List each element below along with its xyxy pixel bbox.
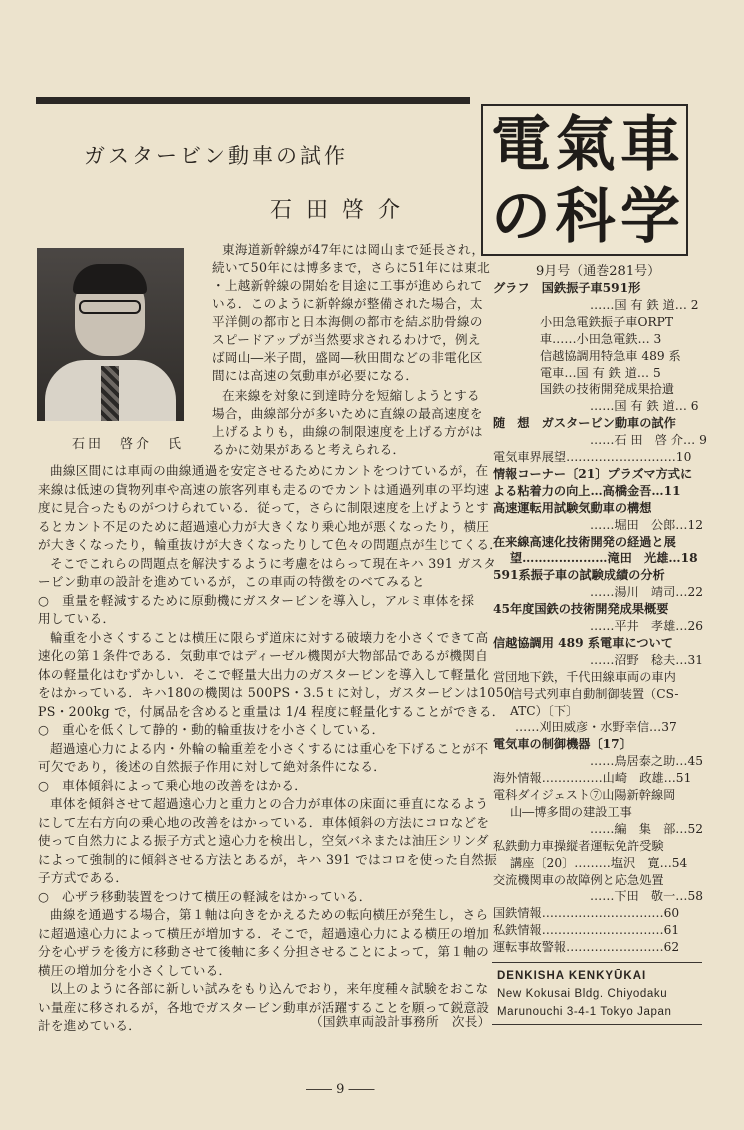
toc-entry: ……下田 敬一…58 xyxy=(590,889,704,904)
toc-issue: 9月号（通巻281号） xyxy=(536,264,661,279)
toc-entry: 山―博多間の建設工事 xyxy=(510,804,632,819)
article-line: 曲線区間には車両の曲線通過を安定させるためにカントをつけているが，在 xyxy=(50,463,489,478)
article-title: ガスタービン動車の試作 xyxy=(84,144,348,168)
toc-entry: ……平井 孝雄…26 xyxy=(590,619,704,633)
toc-entry: 情報コーナー〔21〕プラズマ方式に xyxy=(493,466,693,481)
article-line: ば岡山―米子間，盛岡―秋田間などの非電化区 xyxy=(212,350,483,365)
article-line: をはかっている．キハ180の機関は 500PS・3.5ｔに対し，ガスタービンは1050 xyxy=(38,685,513,700)
article-line: 続いて50年には博多まで，さらに51年には東北 xyxy=(212,260,490,275)
toc-entry: ……堀田 公郎…12 xyxy=(590,517,704,532)
toc-entry: 在来線高速化技術開発の経過と展 xyxy=(493,534,676,549)
toc-entry: 電車…国 有 鉄 道… 5 xyxy=(540,365,661,380)
toc-entry: 高速運転用試験気動車の構想 xyxy=(493,500,652,515)
toc-entry: 電科ダイジェスト⑦山陽新幹線岡 xyxy=(493,788,676,802)
article-line: ・上越新幹線の開始を目途に工事が進められて xyxy=(212,278,483,293)
article-line: スピードアップが当然要求されるわけで，例え xyxy=(212,332,481,347)
article-line: 度に見合ったものがつけられている．従って，さらに制限速度を上げようとす xyxy=(38,500,490,515)
toc-entry: 信越協調用 489 系電車について xyxy=(493,635,673,650)
article-line: ービン動車の設計を進めているが，この車両の特徴をのべてみると xyxy=(38,574,425,589)
toc-entry: ……湯川 靖司…22 xyxy=(590,585,704,600)
toc-entry: 随 想 ガスタービン動車の試作 xyxy=(493,416,676,431)
article-line: 来線は低速の貨物列車や高速の旅客列車も走るのでカントは通過列車の平均速 xyxy=(38,481,490,497)
toc-entry: ……石 田 啓 介… 9 xyxy=(590,433,707,448)
article-line: ○ 車体傾斜によって乗心地の改善をはかる． xyxy=(38,777,308,793)
article-author: 石田啓介 xyxy=(270,198,415,223)
publisher-address: Marunouchi 3-4-1 Tokyo Japan xyxy=(497,1006,672,1018)
toc-entry: ATC）〔下〕 xyxy=(510,703,579,718)
toc-entry: 591系振子車の試験成績の分析 xyxy=(493,568,665,583)
article-line: 子方式である． xyxy=(38,870,129,885)
toc-entry: 私鉄動力車操縦者運転免許受験 xyxy=(493,838,664,853)
toc-entry: ……国 有 鉄 道… 2 xyxy=(590,297,699,312)
publisher-address: New Kokusai Bldg. Chiyodaku xyxy=(497,988,668,1000)
toc-entry: 海外情報……………山崎 政雄…51 xyxy=(493,771,692,786)
logo-char: 氣 xyxy=(555,110,614,180)
article-line: 可欠であり，後述の自然振子作用に対して絶対条件になる． xyxy=(38,759,387,774)
article-line: い量産に移されるが，各地でガスタービン動車が活躍することを願って鋭意設 xyxy=(38,999,490,1015)
article-line: 車体を傾斜させて超過遠心力と重力との合力が車体の床面に垂直になるよう xyxy=(50,796,489,811)
logo-char: 車 xyxy=(620,110,678,180)
article-line: 超過遠心力による内・外輪の輪重差を小さくするには重心を下げることが不 xyxy=(50,740,489,756)
toc-entry: ……沼野 稔夫…31 xyxy=(590,652,704,667)
article-line: ○ 重量を軽減するために原動機にガスタービンを導入し，アルミ車体を採 xyxy=(38,592,475,608)
article-line: ○ 心ザラ移動装置をつけて横圧の軽減をはかっている． xyxy=(38,888,372,904)
toc-entry: グラフ 国鉄振子車591形 xyxy=(493,281,641,295)
toc-entry: ……国 有 鉄 道… 6 xyxy=(590,399,699,414)
article-line: るとカント不足のために超過遠心力が大きくなり乗心地が悪くなったり，横圧 xyxy=(38,518,490,534)
article-line: 計を進めている． xyxy=(38,1018,142,1033)
logo-char: 電 xyxy=(491,110,549,180)
article-line: 輪重を小さくすることは横圧に限らず道床に対する破壊力を小さくできて高 xyxy=(50,629,489,645)
toc-entry: ……鳥居泰之助…45 xyxy=(590,754,704,769)
article-line: 横圧の増加分を小さくしている． xyxy=(38,962,232,978)
toc-entry: 信越協調用特急車 489 系 xyxy=(540,348,681,363)
author-photo xyxy=(37,248,184,421)
toc-entry: 望…………………滝田 光雄…18 xyxy=(510,551,698,566)
article-line: （国鉄車両設計事務所 次長） xyxy=(310,1014,491,1029)
article-line: 以上のように各部に新しい試みをもり込んでおり，来年度種々試験をおこな xyxy=(50,981,489,996)
publisher-name: DENKISHA KENKYŪKAI xyxy=(497,970,647,982)
article-line: 体の軽量化はむずかしい．そこで軽量大出力のガスタービンを導入して軽量化 xyxy=(38,666,490,682)
article-line: 平洋側の都市と日本海側の都市を結ぶ肋骨線の xyxy=(212,314,483,329)
toc-entry: よる粘着力の向上…高橋金吾…11 xyxy=(493,483,681,498)
toc-entry: 電気車の制御機器〔17〕 xyxy=(493,737,632,752)
article-line: にして左右方向の乗心地の改善をはかっている．車体傾斜の方法にコロなどを xyxy=(38,814,490,830)
article-line: PS・200kg で，付属品を含めると重量は 1/4 程度に軽量化することができる． xyxy=(38,703,505,719)
article-line: によって強制的に傾斜させる方法とあるが，キハ 391 ではコロを使った自然振 xyxy=(38,851,498,867)
toc-entry: 営団地下鉄，千代田線車両の車内 xyxy=(493,669,676,684)
article-line: 使って自然力による振子方式と遠心力を検出し，空気バネまたは油圧シリンダ xyxy=(38,833,489,848)
article-line: 東海道新幹線が47年には岡山まで延長され， xyxy=(222,242,485,257)
toc-entry: 電気車界展望………………………10 xyxy=(493,450,692,464)
toc-entry: 講座〔20〕………塩沢 寛…54 xyxy=(510,855,688,870)
article-line: が大きくなったり，輪重抜けが大きくなったりして色々の問題点が生じてくる． xyxy=(38,537,503,552)
logo-char: の xyxy=(491,182,549,252)
toc-entry: ……編 集 部…52 xyxy=(590,821,704,836)
article-line: 在来線を対象に到達時分を短縮しようとする xyxy=(222,388,480,403)
toc-entry: 信号式列車自動制御装置（CS- xyxy=(510,686,679,701)
article-line: 上げるよりも，曲線の制限速度を上げる方がは xyxy=(212,424,483,439)
article-line: 場合，曲線部分が多いために直線の最高速度を xyxy=(212,406,483,421)
publisher-rule xyxy=(492,962,702,963)
article-line: 用している． xyxy=(38,611,116,626)
toc-entry: 私鉄情報…………………………61 xyxy=(493,923,680,938)
article-line: 分を心ザラを後方に移動させて後軸に多く分担させることによって，第１軸の xyxy=(38,944,490,959)
publisher-rule xyxy=(492,1024,702,1025)
page-number: ―― 9 ―― xyxy=(306,1082,375,1097)
photo-caption: 石田 啓介 氏 xyxy=(72,437,185,452)
header-rule xyxy=(36,97,470,104)
toc-entry: 45年度国鉄の技術開発成果概要 xyxy=(493,602,669,617)
toc-entry: 交流機関車の故障例と応急処置 xyxy=(493,872,664,887)
toc-entry: 小田急電鉄振子車ORPT xyxy=(540,314,673,329)
article-line: 速化の第１条件である．気動車ではディーゼル機関が大物部品であるが機関自 xyxy=(38,648,489,663)
article-line: るかに効果があると考えられる． xyxy=(212,442,406,457)
toc-entry: 国鉄情報…………………………60 xyxy=(493,906,680,921)
logo-char: 科 xyxy=(555,182,614,252)
magazine-logo xyxy=(481,104,688,256)
article-line: いる．このように新幹線が整備された場合，太 xyxy=(212,296,483,311)
article-line: 曲線を通過する場合，第１軸は向きをかえるための転向横圧が発生し，さら xyxy=(50,907,489,922)
logo-char: 学 xyxy=(620,182,678,252)
article-line: そこでこれらの問題点を解決するように考慮をはらって現在キハ 391 ガスタ xyxy=(50,555,497,571)
toc-entry: 車……小田急電鉄… 3 xyxy=(540,331,662,346)
article-line: ○ 重心を低くして静的・動的輪重抜けを小さくしている． xyxy=(38,722,385,737)
toc-entry: 国鉄の技術開発成果拾遺 xyxy=(540,382,675,397)
toc-entry: ……刈田威彦・水野幸信…37 xyxy=(515,720,677,735)
toc-entry: 運転事故警報……………………62 xyxy=(493,940,680,955)
article-line: 間には高速の気動車が必要になる． xyxy=(212,368,419,383)
article-line: に超過遠心力によって横圧が増加する．そこで，超過遠心力による横圧の増加 xyxy=(38,925,490,941)
